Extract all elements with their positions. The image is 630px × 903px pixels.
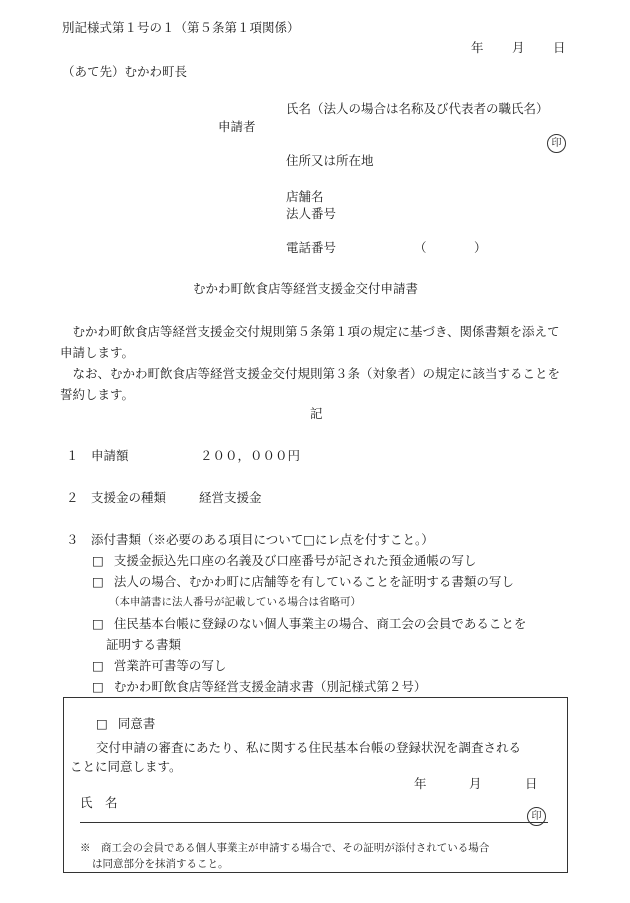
attachment-item (92, 658, 226, 673)
form-number: 別記様式第１号の１（第５条第１項関係） (62, 20, 300, 35)
attachment-text: むかわ町飲食店等経営支援金請求書（別記様式第２号） (113, 679, 427, 694)
signature-line (80, 822, 548, 823)
date-year: 年 (471, 40, 484, 55)
consent-text-line2: ことに同意します。 (70, 759, 182, 774)
attachment-item (92, 616, 526, 631)
phone-paren-open: （ (414, 240, 427, 255)
consent-seal-stamp: 印 (527, 807, 546, 826)
consent-name-label: 氏 名 (80, 795, 118, 810)
attachment-note: （本申請書に法人番号が記載している場合は省略可） (109, 596, 361, 608)
store-name-label: 店舗名 (286, 189, 324, 204)
attachment-text: 法人の場合、むかわ町に店舗等を有していることを証明する書類の写し (113, 574, 514, 589)
ki-heading: 記 (310, 406, 323, 421)
body-paragraph-2: なお、むかわ町飲食店等経営支援金交付規則第３条（対象者）の規定に該当することを誓約します。 (60, 366, 561, 402)
attachment-text: 営業許可書等の写し (113, 658, 227, 673)
item2-value: 経営支援金 (199, 490, 262, 505)
applicant-name-label: 氏名（法人の場合は名称及び代表者の職氏名） (286, 101, 549, 116)
consent-title: 同意書 (117, 716, 156, 731)
document-title: むかわ町飲食店等経営支援金交付申請書 (193, 281, 419, 296)
consent-date-year: 年 (414, 776, 427, 791)
address-label: 住所又は所在地 (286, 153, 374, 168)
item1-amount: ２００，０００円 (200, 448, 301, 463)
consent-note-line2: は同意部分を抹消すること。 (92, 858, 229, 870)
consent-date-day: 日 (525, 776, 538, 791)
addressee: （あて先）むかわ町長 (62, 64, 188, 79)
corporate-number-label: 法人番号 (286, 206, 337, 221)
attachment-text-cont: 証明する書類 (106, 637, 182, 652)
checkbox-icon[interactable]: □ (92, 574, 104, 589)
checkbox-icon[interactable]: □ (92, 553, 104, 568)
date-day: 日 (553, 40, 566, 55)
attachment-item (92, 574, 514, 589)
consent-text-line1: 交付申請の審査にあたり、私に関する住民基本台帳の登録状況を調査される (96, 740, 522, 755)
consent-note-line1: ※ 商工会の会員である個人事業主が申請する場合で、その証明が添付されている場合 (80, 842, 490, 854)
checkbox-icon[interactable]: □ (96, 716, 108, 731)
phone-label: 電話番号 (286, 240, 337, 255)
item2-label: ２ 支援金の種類 (66, 490, 167, 505)
phone-paren-close: ） (474, 240, 487, 255)
checkbox-icon[interactable]: □ (92, 679, 104, 694)
item3-label: ３ 添付書類（※必要のある項目について□にレ点を付すこと。） (66, 532, 434, 547)
consent-date-month: 月 (469, 776, 482, 791)
attachment-text: 支援金振込先口座の名義及び口座番号が記された預金通帳の写し (113, 553, 477, 568)
seal-stamp: 印 (547, 134, 566, 153)
attachment-item (92, 553, 476, 568)
applicant-label: 申請者 (218, 119, 256, 134)
date-month: 月 (512, 40, 525, 55)
attachment-text: 住民基本台帳に登録のない個人事業主の場合、商工会の会員であることを (113, 616, 527, 631)
checkbox-icon[interactable]: □ (92, 616, 104, 631)
consent-heading (96, 716, 155, 731)
body-paragraph-1: むかわ町飲食店等経営支援金交付規則第５条第１項の規定に基づき、関係書類を添えて申請します。 (60, 324, 560, 360)
attachment-item (92, 679, 426, 694)
item1-label: １ 申請額 (66, 448, 129, 463)
checkbox-icon[interactable]: □ (92, 658, 104, 673)
